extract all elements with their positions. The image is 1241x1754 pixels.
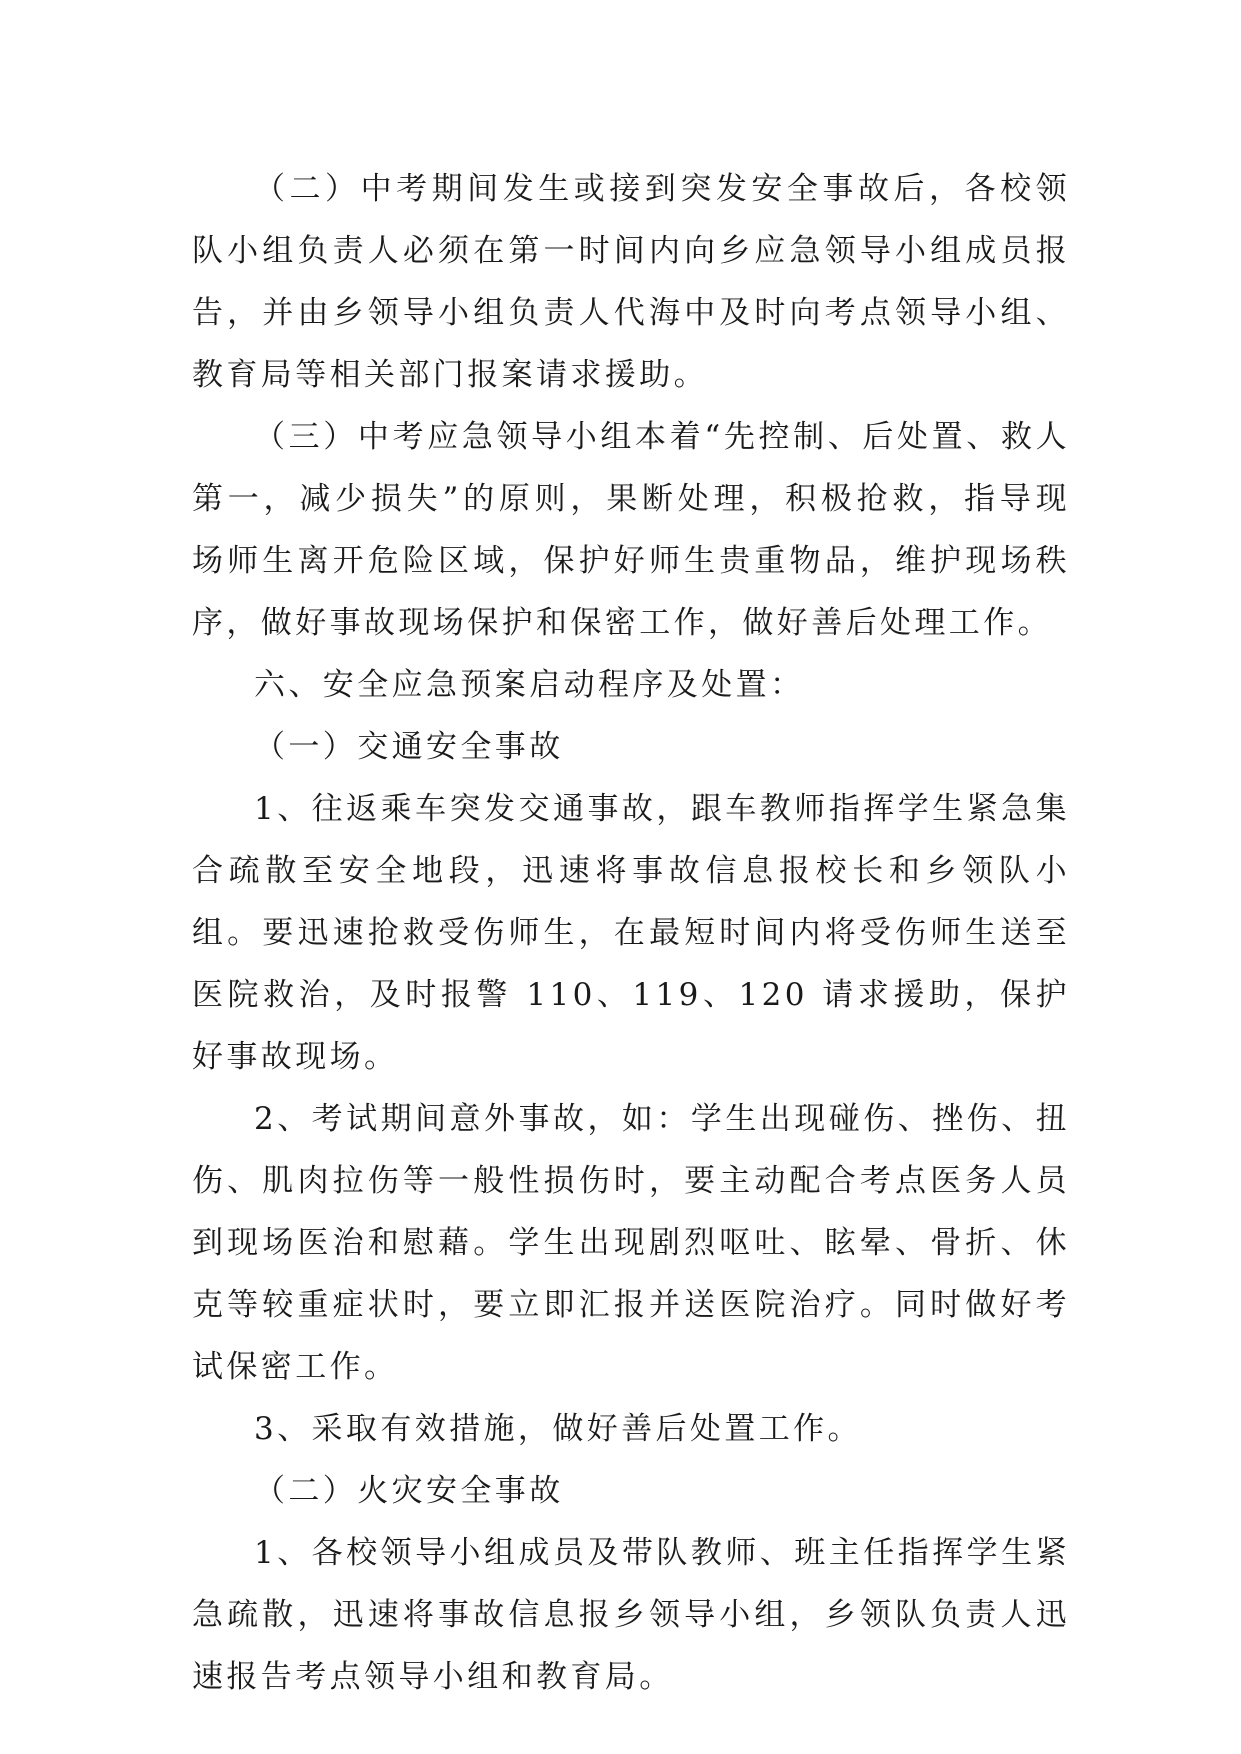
- paragraph-traffic-2: 2、考试期间意外事故，如：学生出现碰伤、挫伤、扭伤、肌肉拉伤等一般性损伤时，要主动配合考点医务人员到现场医治和慰藉。学生出现剧烈呕吐、眩晕、骨折、休克等较重症状时，要立即汇报并送医院治疗。同时做好考试保密工作。: [192, 1101, 1070, 1385]
- paragraph-report-procedure: （二）中考期间发生或接到突发安全事故后，各校领队小组负责人必须在第一时间内向乡应急领导小组成员报告，并由乡领导小组负责人代海中及时向考点领导小组、教育局等相关部门报案请求援助。: [192, 171, 1070, 393]
- paragraph-principle: （三）中考应急领导小组本着“先控制、后处置、救人第一，减少损失”的原则，果断处理，积极抢救，指导现场师生离开危险区域，保护好师生贵重物品，维护现场秩序，做好事故现场保护和保密工作，做好善后处理工作。: [192, 419, 1070, 641]
- document-page: [192, 158, 1070, 1708]
- subheading-fire: （二）火灾安全事故: [254, 1473, 564, 1509]
- paragraph-traffic-1: 1、往返乘车突发交通事故，跟车教师指挥学生紧急集合疏散至安全地段，迅速将事故信息报校长和乡领队小组。要迅速抢救受伤师生，在最短时间内将受伤师生送至医院救治，及时报警 110、119、120 请求援助，保护好事故现场。: [192, 791, 1070, 1075]
- paragraph-traffic-3: 3、采取有效措施，做好善后处置工作。: [254, 1411, 862, 1447]
- section-heading-six: 六、安全应急预案启动程序及处置：: [254, 667, 805, 703]
- paragraph-fire-1: 1、各校领导小组成员及带队教师、班主任指挥学生紧急疏散，迅速将事故信息报乡领导小组，乡领队负责人迅速报告考点领导小组和教育局。: [192, 1535, 1070, 1695]
- subheading-traffic: （一）交通安全事故: [254, 729, 564, 765]
